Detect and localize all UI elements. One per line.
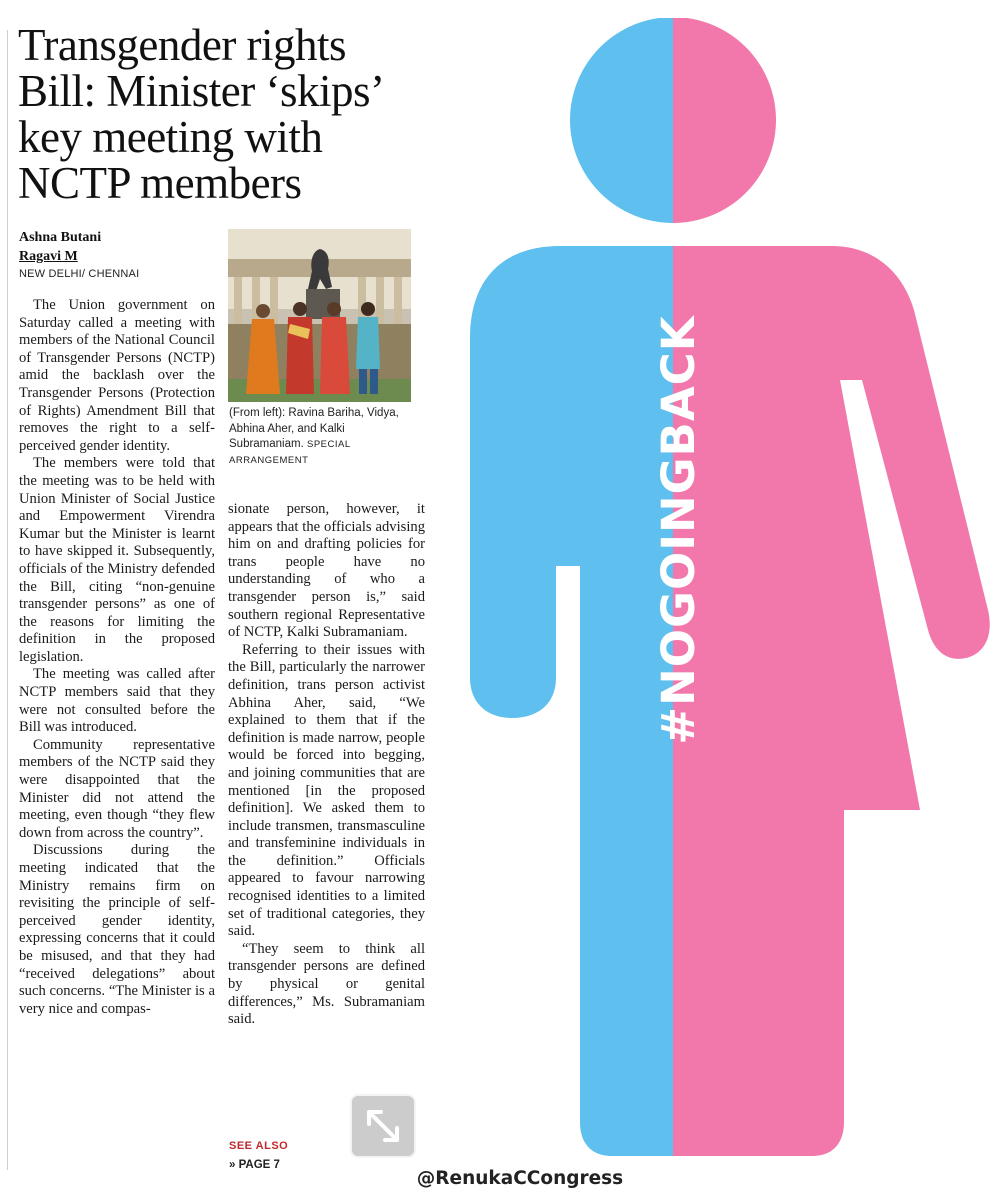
expand-arrows-icon xyxy=(352,1096,414,1156)
article-paragraph: “They seem to think all transgender persons are defined by physical or genital differences,” Ms. Subramaniam said. xyxy=(228,940,425,1028)
article-headline: Transgender rights Bill: Minister ‘skips’ key meeting with NCTP members xyxy=(18,20,382,208)
article-paragraph: The meeting was called after NCTP members said that they were not consulted before the Bill was introduced. xyxy=(19,666,215,736)
social-handle: @RenukaCCongress xyxy=(416,1168,624,1189)
author-name: Ashna Butani xyxy=(19,230,102,245)
article-paragraph: Referring to their issues with the Bill, particularly the narrower definition, trans person activist Abhina Aher, said, “We explained to them that if the definition is made narrow, people would be forced into begging, and joining communities that are mentioned [in the proposed definition]. We asked them to include transmen, transmasculine and transfeminine individuals in the definition.” Officials appeared to favour narrowing recognised identities to a limited set of traditional categories, they said. xyxy=(228,641,425,940)
article-column-2 xyxy=(228,501,425,1029)
see-also-label: SEE ALSO xyxy=(229,1140,289,1152)
byline xyxy=(19,228,219,283)
male-figure-body xyxy=(470,246,673,1156)
dateline: NEW DELHI/ CHENNAI xyxy=(19,268,140,280)
article-paragraph: sionate person, however, it appears that the officials advising him on and drafting policies for trans people have no understanding of who a transgender person is,” said southern regional Representative of NCTP, Kalki Subramaniam. xyxy=(228,501,425,641)
hashtag-text: #NOGOINGBACK xyxy=(652,315,705,745)
expand-button[interactable] xyxy=(350,1094,416,1158)
female-figure-body xyxy=(673,246,990,1156)
article-paragraph: Discussions during the meeting indicated that the Ministry remains firm on revisiting the principle of self-perceived gender identity, expressing concerns that it could be misused, and that they had “received delegations” about such concerns. “The Minister is a very nice and compas- xyxy=(19,842,215,1017)
photo-credit: SPECIAL ARRANGEMENT xyxy=(229,439,351,466)
author-name: Ragavi M xyxy=(19,249,78,264)
article-paragraph: Community representative members of the NCTP said they were disappointed that the Minister did not attend the meeting, even though “they flew down from across the country”. xyxy=(19,736,215,841)
see-also-page-link[interactable]: » PAGE 7 xyxy=(229,1159,280,1171)
article-paragraph: The Union government on Saturday called a meeting with members of the National Council of Transgender Persons (NCTP) amid the backlash over the Transgender Persons (Protection of Rights) Amendment Bill that removes the right to a self-perceived gender identity. xyxy=(19,297,215,454)
page-fold-line xyxy=(7,30,8,1170)
photo-caption xyxy=(229,406,419,468)
article-photo xyxy=(228,229,411,402)
article-column-1 xyxy=(19,297,215,1018)
group-photo-illustration xyxy=(228,229,411,402)
article-paragraph: The members were told that the meeting was to be held with Union Minister of Social Justice and Empowerment Virendra Kumar but the Minister is learnt to have skipped it. Subsequently, officials of the Ministry defended the Bill, citing “non-genuine transgender persons” as one of the reasons for limiting the definition in the proposed legislation. xyxy=(19,455,215,665)
gender-figure-graphic xyxy=(440,18,1001,1158)
photo-caption-text: (From left): Ravina Bariha, Vidya, Abhina Aher, and Kalki Subramaniam. xyxy=(229,407,399,450)
